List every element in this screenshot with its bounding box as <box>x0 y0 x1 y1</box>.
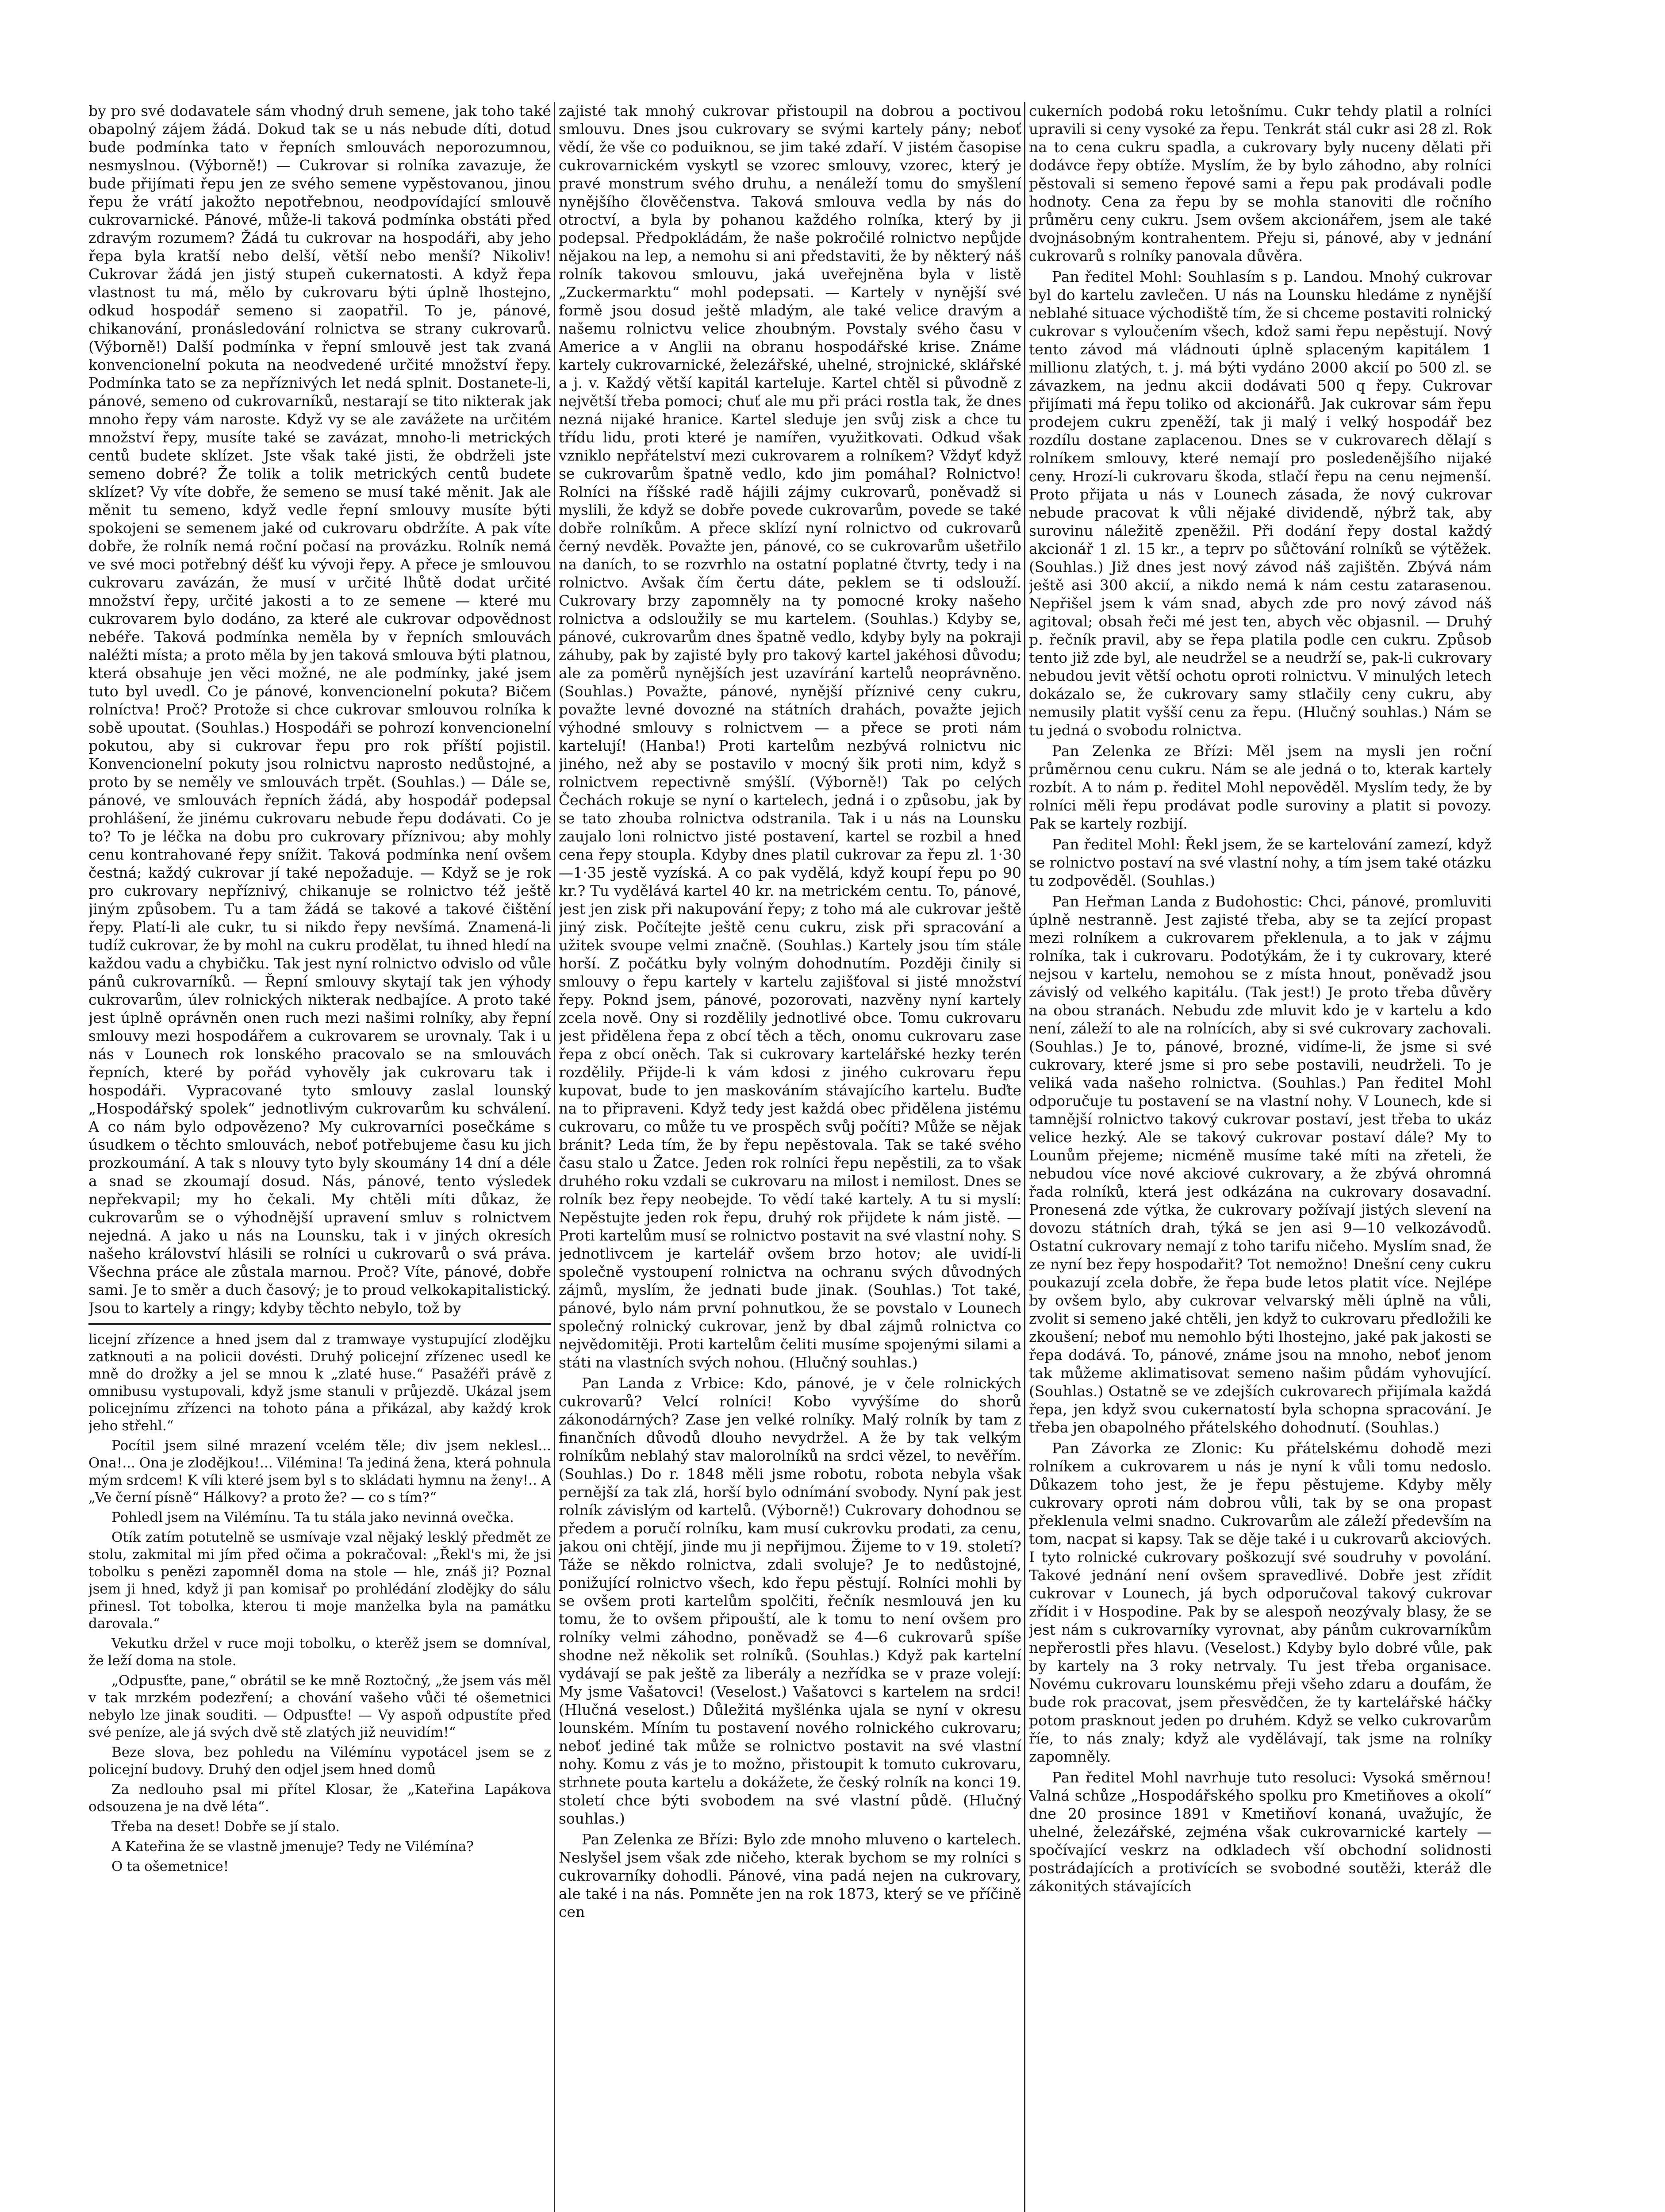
feuilleton-divider <box>88 1323 551 1325</box>
article-paragraph: Pan ředitel Mohl: Souhlasím s p. Landou. Mnohý cukrovar byl do kartelu zavlečen. U nás na Lounsku hledáme z nynější neblahé situace východiště tím, že si chceme postaviti rolnický cukrovar s vyloučením všech, kdož sami řepu nepěstují. Nový tento závod má vládnouti úplně splaceným kapitálem 1 millionu zlatých, t. j. má býti vydáno 2000 akcií po 500 zl. se závazkem, na jednu akcii dodávati 500 q řepy. Cukrovar přijímati má řepu toliko od akcionářů. Jak cukrovar sám řepu prodejem cukru zpeněží, tak ji malý i velký hospodář bez rozdílu dostane zaplacenou. Dnes se v cukrovarech dělají s rolníkem smlouvy, které nemají pro posledenějšího nijaké ceny. Hrozí-li cukrovaru škoda, stlačí řepu na cenu nejmenší. Proto přijata u nás v Lounech zásada, že nový cukrovar nebude pracovat k vůli nějaké dividendě, nýbrž tak, aby surovinu náležitě zpeněžil. Při dodání řepy dostal každý akcionář 1 zl. 15 kr., a teprv po sůčtování rolníků se výtěžek. (Souhlas.) Již dnes jest nový závod náš zajištěn. Zbývá nám ještě asi 300 akcií, a nikdo nemá k nám cestu zatarasenou. Nepřišel jsem k vám snad, abych zde pro nový závod náš agitoval; obsah řeči mé jest ten, abych věc objasnil. — Druhý p. řečník pravil, aby se řepa platila podle cen cukru. Způsob tento již zde byl, ale neudržel se a neudrží se, pak-li cukrovary nebudou jevit větší ochotu oproti rolnictvu. V minulých letech dokázalo se, že cukrovary samy stlačily ceny cukru, aby nemusily platit vyšší cenu za řepu. (Hlučný souhlas.) Nám se tu jedná o svobodu rolnictva. <box>1029 268 1492 739</box>
article-paragraph: Pan ředitel Mohl: Řekl jsem, že se kartelování zamezí, když se rolnictvo postaví na své vlastní nohy, a tím jsem také otázku tu zodpověděl. (Souhlas.) <box>1029 836 1492 889</box>
article-paragraph: Pan Heřman Landa z Budohostic: Chci, pánové, promluviti úplně nestranně. Jest zajisté třeba, aby se ta zející propast mezi rolníkem a cukrovarem překlenula, a to jak v zájmu rolníka, tak i cukrovaru. Podotýkám, že i ty cukrovary, které nejsou v kartelu, nemohou se z místa hnout, poněvadž jsou závislý od velkého kapitálu. (Tak jest!) Je proto třeba důvěry na obou stranách. Nebudu zde mluvit kdo je v kartelu a kdo není, záleží to ale na rolnících, aby si své cukrovary zachovali. (Souhlas.) Je to, pánové, brozné, vidíme-li, že jsme si své cukrovary, které jsme si pro sebe postavili, neudrželi. To je veliká vada našeho rolnictva. (Souhlas.) Pan ředitel Mohl odporučuje tu postavení se na vlastní nohy. V Lounech, kde si tamnější rolnictvo takový cukrovar postaví, jest třeba to ukáz velice hezký. Ale se takový cukrovar postaví dále? My to Lounům přejeme; nicméně musíme také míti na zřeteli, že nebudou více nové akciové cukrovary, a že zbývá ohromná řada rolníků, která jest odkázána na cukrovary dosavadní. Pronesená zde výtka, že cukrovary požívají jistých slevení na dovozu státních drah, týká se jen asi 9—10 velkozávodů. Ostatní cukrovary nemají z toho tarifu ničeho. Myslím snad, že ze nyní bez řepy hospodařit? Tot nemožno! Dnešní ceny cukru poukazují zcela dobře, že řepa bude letos platit více. Nejlépe by ovšem bylo, aby cukrovar velvarský měli úplně na vůli, zvolit si semeno jaké chtěli, jen když to cukrovaru předložili ke zkoušení; neboť mu nemohlo býti lhostejno, jaké pak jakosti se řepa dodává. To, pánové, známe jsou na mnoho, neboť jenom tak můžeme aklimatisovat semeno našim půdám vyhovující. (Souhlas.) Ostatně se ve zdejších cukrovarech přijímala každá řepa, jen když svou cukernatostí byla schopna spracování. Je třeba jen obapolného přátelského dohodnutí. (Souhlas.) <box>1029 893 1492 1436</box>
feuilleton-paragraph: Pocítil jsem silné mrazení vcelém těle; div jsem neklesl... Ona!... Ona je zlodějkou!... Vilémina! Ta jediná žena, která pohnula mým srdcem! K víli které jsem byl s to skládati hymnu na ženy!.. A „Ve černí písně“ Hálkovy? a proto že? — co s tím?“ <box>88 1438 551 1505</box>
article-paragraph: cukerních podobá roku letošnímu. Cukr tehdy platil a rolníci upravili si ceny vysoké za řepu. Tenkrát stál cukr asi 28 zl. Rok na to cena cukru spadla, a cukrovary byly nuceny dělati při dodávce řepy obtíže. Myslím, že by bylo záhodno, aby rolníci pěstovali si semeno řepové sami a řepu pak prodávali podle hodnoty. Cena za řepu by se mohla stanoviti dle ročního průměru ceny cukru. Jsem ovšem akcionářem, jsem ale také dvojnásobným kontrahentem. Přeju si, pánové, aby v jednání cukrovarů s rolníky panovala důvěra. <box>1029 102 1492 265</box>
feuilleton-paragraph: Třeba na deset! Dobře se jí stalo. <box>111 1819 340 1835</box>
feuilleton-paragraph: Beze slova, bez pohledu na Vilémínu vypotácel jsem se z policejní budovy. Druhý den odjel jsem hned domů <box>88 1744 551 1778</box>
feuilleton-paragraph: Vekutku držel v ruce moji tobolku, o kterěž jsem se domníval, že leží doma na stole. <box>88 1636 551 1669</box>
feuilleton-paragraph: Pohledl jsem na Vilémínu. Ta tu stála jako nevinná ovečka. <box>111 1509 514 1525</box>
article-paragraph: by pro své dodavatele sám vhodný druh semene, jak toho také obapolný zájem žádá. Dokud tak se u nás nebude díti, dotud bude podmínka tato v řepních smlouvách neporozumnou, nesmyslnou. (Výborně!) — Cukrovar si rolníka zavazuje, že bude přijímati řepu jen ze svého semene vypěstovanou, jinou řepu že vrátí jakožto nepotřebnou, neodpovídající smlouvě cukrovarnické. Pánové, může-li taková podmínka obstáti před zdravým rozumem? Žádá tu cukrovar na hospodáři, aby jeho řepa byla kratší nebo delší, větší nebo menší? Nikoliv! Cukrovar žádá jen jistý stupeň cukernatosti. A když řepa vlastnost tu má, mělo by cukrovaru býti úplně lhostejno, odkud hospodář semeno si zaopatřil. To je, pánové, chikanování, pronásledování rolnictva se strany cukrovarů. (Výborně!) Další podmínka v řepní smlouvě jest tak zvaná konvencionelní pokuta na neodvedené určité množství řepy. Podmínka tato se za nepříznivých let nedá splnit. Dostanete-li, pánové, semeno od cukrovarníků, nestarají se tito nikterak jak mnoho řepy vám naroste. Když vy se ale zavážete na určitém množství řepy, musíte také se zavázat, mnoho-li metrických centů budete sklízet. Jste však také jisti, že obdrželi jste semeno dobré? Že tolik a tolik metrických centů budete sklízet? Vy víte dobře, že semeno se musí také měnit. Jak ale měnit tu semeno, když vedle řepní smlouvy musíte býti spokojeni se semenem jaké od cukrovaru obdržíte. A pak víte dobře, že rolník nemá roční počasí na provázku. Rolník nemá ve své moci potřebný déšť ku vývoji řepy. A přece je smlouvou cukrovaru zavázán, že musí v určité lhůtě dodat určité množství řepy, určité jakosti a to ze semene — které mu cukrovarem bylo dodáno, za které ale cukrovar odpovědnost nebéře. Taková podmínka neměla by v řepních smlouvách naléžti místa; a proto měla by jen taková smlouva býti platnou, která obsahuje jen věci možné, ne ale podmínky, jaké jsem tuto byl uvedl. Co je pánové, konvencionelní pokuta? Bičem rolníctva! Proč? Protože si chce cukrovar smlouvou rolníka k sobě upoutat. (Souhlas.) Hospodáři se pohrozí konvencionelní pokutou, aby si cukrovar řepu pro rok příští pojistil. Konvencionelní pokuty jsou rolnictvu naprosto nedůstojné, a proto by se neměly ve smlouvách trpět. (Souhlas.) — Dále se, pánové, ve smlouvách řepních žádá, aby hospodář podepsal prohlášení, že jinému cukrovaru nebude řepu dodávati. Co je to? To je léčka na dobu pro cukrovary příznivou; aby mohly cenu kontrahované řepy snížit. Taková podmínka není ovšem čestná; každý cukrovar jí také nepožaduje. — Když se je rok pro cukrovary nepříznivý, chikanuje se rolnictvo též ještě jiným způsobem. Tu a tam žádá se takové a takové čištění řepy. Platí-li ale cukr, tu si nikdo řepy nevšímá. Znamená-li tudíž cukrovar, že by mohl na cukru prodělat, tu ihned hledí na každou vadu a chybičku. Tak jest nyní rolnictvo odvislo od vůle pánů cukrovarníků. — Řepní smlouvy skytají tak jen výhody cukrovarům, úlev rolnických nikterak nedbajíce. A proto také jest úplně oprávněn onen ruch mezi našimi rolníky, aby řepní smlouvy mezi hospodářem a cukrovarem se urovnaly. Tak i u nás v Lounech rok lonského pracovalo se na smlouvách řepních, které by pořád vyhověly jak cukrovaru tak i hospodáři. Vypracované tyto smlouvy zaslal lounský „Hospodářský spolek“ jednotlivým cukrovarům ku schválení. A co nám bylo odpovězeno? My cukrovarníci posečkáme s úsudkem o těchto smlouvách, neboť potřebujeme času ku jich prozkoumání. A tak s nlouvy tyto byly skoumány 14 dní a déle a snad se zkoumají dosud. Nás, pánové, tento výsledek nepřekvapil; my ho čekali. My chtěli míti důkaz, že cukrovarům se o výhodnější upravení smluv s rolnictvem nejedná. A jako u nás na Lounsku, tak i v jiných okresích našeho království hlásili se rolníci u cukrovarů o svá práva. Všechna práce ale zůstala marnou. Proč? Víte, pánové, dobře sami. Je to směr a duch časový; je to proud velkokapitalistický. Jsou to kartely a ringy; kdyby těchto nebylo, tož by <box>88 102 551 1317</box>
article-paragraph: Pan Zelenka ze Břízi: Měl jsem na mysli jen roční průměrnou cenu cukru. Nám se ale jedná o to, kterak kartely rozbít. A to nám p. ředitel Mohl nepověděl. Myslím tedy, že by rolníci měli řepu prodávat podle suroviny a platit si povozy. Pak se kartely rozbijí. <box>1029 742 1492 832</box>
feuilleton-paragraph: Za nedlouho psal mi přítel Klosar, že „Kateřina Lapákova odsouzena je na dvě léta“. <box>88 1782 551 1815</box>
article-paragraph: zajisté tak mnohý cukrovar přistoupil na dobrou a poctivou smlouvu. Dnes jsou cukrovary se svými kartely pány; neboť vědí, že vše co poduiknou, se jim také zdaří. V jistém časopise cukrovarnickém vyskytl se vzorec smlouvy, vzorec, který je pravé monstrum svého druhu, a nenáleží tomu do smyšlení nynějšího člověčenstva. Taková smlouva vedla by nás do otroctví, a byla by pohanou každého rolníka, který by ji podepsal. Předpokládám, že naše pokročilé rolnictvo nepůjde nějakou na lep, a nemohu si ani představiti, že by některý náš rolník takovou smlouvu, jaká uveřejněna byla v listě „Zuckermarktu“ mohl podepsati. — Kartely v nynější své formě jsou dosud ještě mladým, ale také velice dravým a našemu rolnictvu velice zhoubným. Povstaly svého času v Americe a v Anglii na obranu hospodářské krise. Známe kartely cukrovarnické, železářské, uhelné, strojnické, sklářské a j. v. Každý větší kapitál karteluje. Kartel chtěl si původně z největší třeba pomoci; chuť ale mu při práci rostla tak, že dnes nezná nijaké hranice. Kartel sleduje jen svůj zisk a chce tu třídu lidu, proti které je namířen, využitkovati. Odkud však vzniklo nepřátelství mezi cukrovarem a rolníkem? Vždyť když se cukrovarům špatně vedlo, kdo jim pomáhal? Rolnictvo! Rolníci na říšské radě hájili zájmy cukrovarů, poněvadž si myslili, že když se dobře povede cukrovarům, povede se také dobře rolníkům. A přece sklízí nyní rolnictvo od cukrovarů černý nevděk. Považte jen, pánové, co se cukrovarům ušetřilo na daních, to se rozvrhlo na ostatní poplatné čtvrty, tedy i na rolnictvo. Avšak čím čertu dáte, peklem se ti odslouží. Cukrovary brzy zapomněly na ty pomocné kroky našeho rolnictva a odsloužily se mu kartelem. (Souhlas.) Kdyby se, pánové, cukrovarům dnes špatně vedlo, kdyby byly na pokraji záhuby, pak by zajisté byly pro takový kartel jakéhosi důvodu; ale za poměrů nynějších jest uzavírání kartelů neoprávněno. (Souhlas.) Považte, pánové, nynější příznivé ceny cukru, považte levné dovozné na státních drahách, považte jejich výhodné smlouvy s rolnictvem — a přece se proti nám kartelují! (Hanba!) Proti kartelům nezbývá rolnictvu nic jiného, než aby se postavilo v mocný šik proti nim, když s rolnictvem repectivně smýšlí. (Výborně!) Tak po celých Čechách rokuje se nyní o kartelech, jedná i o způsobu, jak by se tato zhouba rolnictva odstranila. Tak i u nás na Lounsku zaujalo loni rolnictvo jisté postavení, kartel se rozbil a hned cena řepy stoupla. Kdyby dnes platil cukrovar za řepu zl. 1·30—1·35 jestě vyzíská. A co pak vydělá, když koupí řepu po 90 kr.? Tu vydělává kartel 40 kr. na metrickém centu. To, pánové, jest jen zisk při nakupování řepy; z toho má ale cukrovar ještě jiný zisk. Počítejte ještě cenu cukru, zisk při spracování a užitek svoupe velmi značně. (Souhlas.) Kartely jsou tím stále horší. Z počátku byly volným dohodnutím. Později činily si smlouvy o řepu kartely v kartelu zajišťoval si jisté množství řepy. Poknd jsem, pánové, pozorovati, nazvěny nyní kartely zcela nově. Ony si rozdělily jednotlivé obce. Tomu cukrovaru jest přidělena řepa z obcí těch a těch, onomu cukrovaru zase řepa z obcí oněch. Tak si cukrovary kartelářské hezky terén rozdělily. Přijde-li k vám kdosi z jiného cukrovaru řepu kupovat, bude to jen maskováním stávajícího kartelu. Buďte na to připraveni. Když tedy jest každá obec přidělena jistému cukrovaru, co může tu ve prospěch svůj počíti? Může se nějak bránit? Leda tím, že by řepu nepěstovala. Tak se také svého času stalo u Žatce. Jeden rok rolníci řepu nepěstili, za to však druhého roku vzdali se cukrovaru na milost i nemilost. Dnes se rolník bez řepy neobejde. To vědí také kartely. A tu si myslí: Nepěstujte jeden rok řepu, druhý rok přijdete k nám jistě. — Proti kartelům musí se rolnictvo postavit na své vlastní nohy. S jednotlivcem je kartelář ovšem brzo hotov; ale uvidí-li společně vystoupení rolnictva na ochranu svých důvodných zájmů, myslím, že jednati bude jinak. (Souhlas.) Tot také, pánové, bylo nám první pohnutkou, že se povstalo v Lounech společný rolnický cukrovar, jenž by dbal zájmů rolnictva co nejvědomitěji. Proti kartelům čeliti musíme spojenými silami a státi na vlastních svých nohou. (Hlučný souhlas.) <box>559 102 1021 1371</box>
column-1-article <box>88 102 551 1317</box>
article-paragraph: Pan Zelenka ze Břízi: Bylo zde mnoho mluveno o kartelech. Neslyšel jsem však zde ničeho, kterak bychom se my rolníci s cukrovarníky dohodli. Pánové, vina padá nejen na cukrovary, ale také i na nás. Pomněte jen na rok 1873, který se ve příčině cen <box>559 1831 1021 1920</box>
column-1 <box>88 102 551 2212</box>
article-paragraph: Pan ředitel Mohl navrhuje tuto resoluci: Vysoká směrnou! Valná schůze „Hospodářského spolku pro Kmetiňoves a okolí“ dne 20 prosince 1891 v Kmetiňoví konaná, uvažujíc, že uhelné, železářské, zejména však cukrovarnické kartely — spočívající veskrz na odkladech vší obchodní solidnosti postrádajících a protivících se svobodné soutěži, kteráž dle zákonitých stávajících <box>1029 1769 1492 1895</box>
feuilleton-paragraph: Otík zatím potutelně se usmívaje vzal nějaký lesklý předmět ze stolu, zakmital mi jím před očima a pokračoval: „Řekl's mi, že jsi tobolku s penězi zapomněl doma na stole — hle, znáš ji? Poznal jsem ji hned, když ji pan komisař po prohlédání zlodějky do sálu přinesl. Tot tobolka, kterou ti moje manželka byla na památku darovala.“ <box>88 1529 551 1632</box>
newspaper-page <box>88 102 1495 2212</box>
column-rule <box>1024 102 1025 2212</box>
article-paragraph: Pan Landa z Vrbice: Kdo, pánové, je v čele rolnických cukrovarů? Velcí rolníci! Kobo vyvýšíme do shorů zákonodárných? Zase jen velké rolníky. Malý rolník by tam z finančních důvodů dlouho nevydržel. A že by tak velkým rolníkům neblahý stav malorolníků na srdci vězel, to nevěřím. (Souhlas.) Do r. 1848 měli jsme robotu, robota nebyla však pernější za tak zlá, horší bylo odnímání svobody. Nyní pak jest rolník závislým od kartelů. (Výborně!) Cukrovary dohodnou se předem a poručí rolníku, kam musí cukrovku prodati, za cenu, jakou oni chtějí, jinde mu ji nepřijmou. Žijeme to v 19. století? Táže se někdo rolnictva, zdali svoluje? Je to nedůstojné, ponižující rolnictvo všech, kdo řepu pěstují. Rolníci mohli by se ovšem proti kartelům spolčiti, řečník nesmlouvá jen ku tomu, že to ovšem připouští, ale k tomu to není ovšem pro rolníky velmi záhodno, poněvadž se 4—6 cukrovarů spíše shodne než několik set rolníků. (Souhlas.) Když pak kartelní vydávají se pak ještě za liberály a nezřídka se v praze volejí: My jsme Vašatovci! (Veselost.) Vašatovci s kartelem na srdci! (Hlučná veselost.) Důležitá myšlénka ujala se nyní v okresu lounském. Míním tu postavení nového rolnického cukrovaru; neboť jediné tak může se rolnictvo postavit na své vlastní nohy. Komu z vás je to možno, přistoupit k tomuto cukrovaru, strhnete pouta kartelu a dokážete, že český rolník na konci 19. století chce býti svobodem na své vlastní půdě. (Hlučný souhlas.) <box>559 1375 1021 1827</box>
feuilleton-paragraph: A Kateřina že se vlastně jmenuje? Tedy ne Vilémína? <box>111 1839 474 1855</box>
column-rule <box>554 102 555 2212</box>
feuilleton-paragraph: licejní zřízence a hned jsem dal z tramwaye vystupující zlodějku zatknouti a na policii dovésti. Druhý policejní zřízenec usedl ke mně do drožky a jel se mnou k „zlaté huse.“ Pasažéři právě z omnibusu vystupovali, když jsme stanuli v průjezdě. Ukázal jsem policejnímu zřízenci na tohoto pána a přikázal, aby každý krok jeho střehl.“ <box>88 1332 551 1434</box>
column-3 <box>1029 102 1492 2212</box>
column-2 <box>559 102 1021 2212</box>
article-paragraph: Pan Závorka ze Zlonic: Ku přátelskému dohodě mezi rolníkem a cukrovarem u nás je nyní k vůli tomu nedoslo. Důkazem toho jest, že je řepu pěstujeme. Kdyby měly cukrovary oproti nám dobrou vůli, tak by se ona propast překlenula velmi snadno. Cukrovarům ale záleží především na tom, nacpat si kapsy. Tak se děje také i u cukrovarů akciových. I tyto rolnické cukrovary poškozují své soudruhy v povolání. Takové jednání není ovšem spravedlivé. Dobře jest zřídit cukrovar v Lounech, já bych odporučoval takový cukrovar zřídit i v Hospodine. Pak by se alespoň neozývaly blasy, že se jest nám s cukrovarníky vyrovnat, aby pánům cukrovarníkům nepřerostli přes hlavu. (Veselost.) Kdyby bylo dobré vůle, pak by kartely na 3 roky netrvaly. Tu jest třeba organisace. Novému cukrovaru lounskému přeji všeho zdaru a doufám, že bude rok pracovat, jsem přesvědčen, že ty kartelářské háčky potom prasknout jeden po druhém. Když se velko cukrovarům říe, to nás znaly; když ale vydělávají, tak jsme na rolníky zapomněly. <box>1029 1440 1492 1765</box>
feuilleton-paragraph: O ta ošemetnice! <box>111 1859 229 1874</box>
feuilleton-story <box>88 1331 551 1875</box>
feuilleton-paragraph: „Odpusťte, pane,“ obrátil se ke mně Roztočný, „že jsem vás měl v tak mrzkém podezření; a chování vašeho vůči té ošemetnici nebylo lze jinak souditi. — Odpusťte! — Vy aspoň odpustíte před své peníze, ale já svých dvě stě zlatých již neuvidím!“ <box>88 1673 551 1740</box>
